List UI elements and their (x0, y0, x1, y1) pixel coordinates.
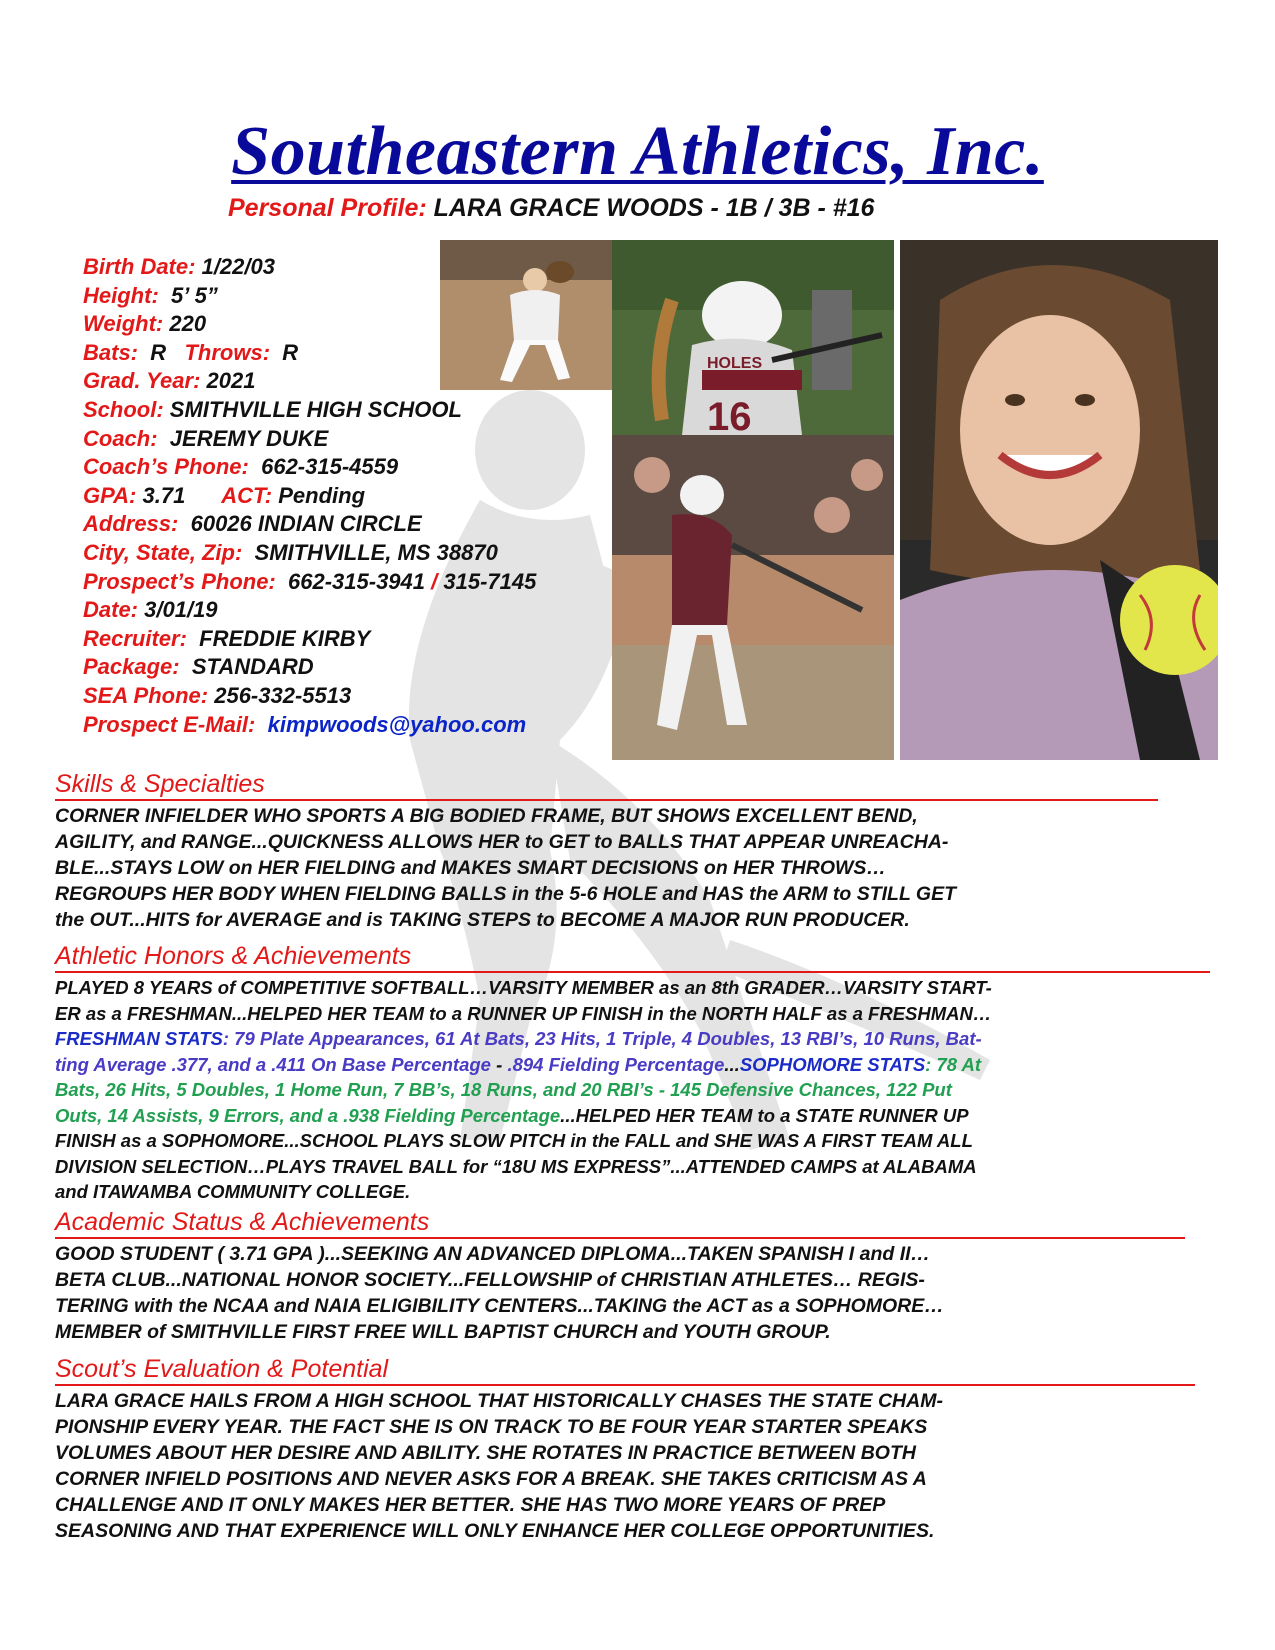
section-heading-scout: Scout’s Evaluation & Potential (55, 1355, 389, 1383)
divider (55, 1237, 1185, 1239)
info-email: Prospect E-Mail: kimpwoods@yahoo.com (83, 711, 527, 737)
divider (55, 971, 1210, 973)
section-heading-academic: Academic Status & Achievements (55, 1208, 430, 1236)
jersey-number: 16 (707, 395, 752, 435)
skills-paragraph: CORNER INFIELDER WHO SPORTS A BIG BODIED FRAME, BUT SHOWS EXCELLENT BEND, AGILITY, and RANGE...QUICKNESS ALLOWS HER to GET to BALLS THAT APPEAR UNREACHA- BLE...STAYS LOW on HER FIELDING and MAKES SMART DECISIONS on HER THROWS… REGROUPS HER BODY WHEN FIELDING BALLS in the 5-6 HOLE and HAS the ARM to STILL GET the OUT...HITS for AVERAGE and is TAKING STEPS to BECOME A MAJOR RUN PRODUCER. (55, 805, 957, 931)
info-weight: Weight: 220 (83, 311, 207, 337)
email-link[interactable]: kimpwoods@yahoo.com (267, 711, 527, 737)
divider (55, 799, 1158, 801)
info-date: Date: 3/01/19 (83, 597, 218, 623)
info-height: Height: 5’ 5” (83, 282, 218, 308)
photo-batting-stance (612, 435, 894, 760)
photo-portrait (900, 240, 1218, 760)
info-school: School: SMITHVILLE HIGH SCHOOL (83, 396, 462, 422)
info-sea-phone: SEA Phone: 256-332-5513 (83, 682, 352, 708)
profile-value: LARA GRACE WOODS - 1B / 3B - #16 (433, 194, 875, 222)
photo-batting-swing (612, 240, 894, 435)
info-coach: Coach: JEREMY DUKE (83, 425, 329, 451)
section-heading-athletic: Athletic Honors & Achievements (55, 942, 412, 970)
scout-paragraph: LARA GRACE HAILS FROM A HIGH SCHOOL THAT HISTORICALLY CHASES THE STATE CHAM- PIONSHIP EVERY YEAR. THE FACT SHE IS ON TRACK TO BE FOUR YEAR STARTER SPEAKS VOLUMES ABOUT HER DESIRE AND ABILITY. SHE ROTATES IN PRACTICE BETWEEN BOTH CORNER INFIELD POSITIONS AND NEVER ASKS FOR A BREAK. SHE TAKES CRITICISM AS A CHALLENGE AND IT ONLY MAKES HER BETTER. SHE HAS TWO MORE YEARS OF PREP SEASONING AND THAT EXPERIENCE WILL ONLY ENHANCE HER COLLEGE OPPORTUNITIES. (55, 1390, 943, 1542)
profile-line (228, 194, 874, 223)
academic-paragraph: GOOD STUDENT ( 3.71 GPA )...SEEKING AN ADVANCED DIPLOMA...TAKEN SPANISH I and II… BETA CLUB...NATIONAL HONOR SOCIETY...FELLOWSHIP of CHRISTIAN ATHLETES… REGIS- TERING with the NCAA and NAIA ELIGIBILITY CENTERS...TAKING the ACT as a SOPHOMORE… MEMBER of SMITHVILLE FIRST FREE WILL BAPTIST CHURCH and YOUTH GROUP. (55, 1243, 944, 1343)
info-address: Address: 60026 INDIAN CIRCLE (83, 511, 422, 537)
info-prospect-phone: Prospect’s Phone: 662-315-3941 / 315-7145 (83, 568, 537, 594)
jersey-name: HOLES (707, 355, 763, 372)
info-gpa-act: GPA: 3.71 ACT: Pending (83, 482, 366, 508)
info-coach-phone: Coach’s Phone: 662-315-4559 (83, 454, 399, 480)
athletic-paragraph: PLAYED 8 YEARS of COMPETITIVE SOFTBALL…VARSITY MEMBER as an 8th GRADER…VARSITY START- ER as a FRESHMAN...HELPED HER TEAM to a RUNNER UP FINISH in the NORTH HALF as a FRESHMAN… FRESHMAN STATS: 79 Plate Appearances, 61 At Bats, 23 Hits, 1 Triple, 4 Doubles, 13 RBI’s, 10 Runs, Bat- ting Average .377, and a .411 On Base Percentage - .894 Fielding Percentage...SOPHOMORE STATS: 78 At Bats, 26 Hits, 5 Doubles, 1 Home Run, 7 BB’s, 18 Runs, and 20 RBI’s - 145 Defensive Chances, 122 Put Outs, 14 Assists, 9 Errors, and a .938 Fielding Percentage...HELPED HER TEAM to a STATE RUNNER UP FINISH as a SOPHOMORE...SCHOOL PLAYS SLOW PITCH in the FALL and SHE WAS A FIRST TEAM ALL DIVISION SELECTION…PLAYS TRAVEL BALL for “18U MS EXPRESS”...ATTENDED CAMPS at ALABAMA and ITAWAMBA COMMUNITY COLLEGE. (55, 977, 992, 1202)
info-recruiter: Recruiter: FREDDIE KIRBY (83, 625, 371, 651)
photo-fielding (440, 240, 612, 390)
info-city: City, State, Zip: SMITHVILLE, MS 38870 (83, 539, 498, 565)
section-heading-skills: Skills & Specialties (55, 770, 265, 798)
profile-label: Personal Profile: (228, 194, 427, 222)
info-grad-year: Grad. Year: 2021 (83, 368, 256, 394)
divider (55, 1384, 1195, 1386)
info-bats-throws: Bats: R Throws: R (83, 339, 299, 365)
info-package: Package: STANDARD (83, 654, 314, 680)
page-title: Southeastern Athletics, Inc. (231, 113, 1044, 190)
info-birth-date: Birth Date: 1/22/03 (83, 254, 275, 279)
